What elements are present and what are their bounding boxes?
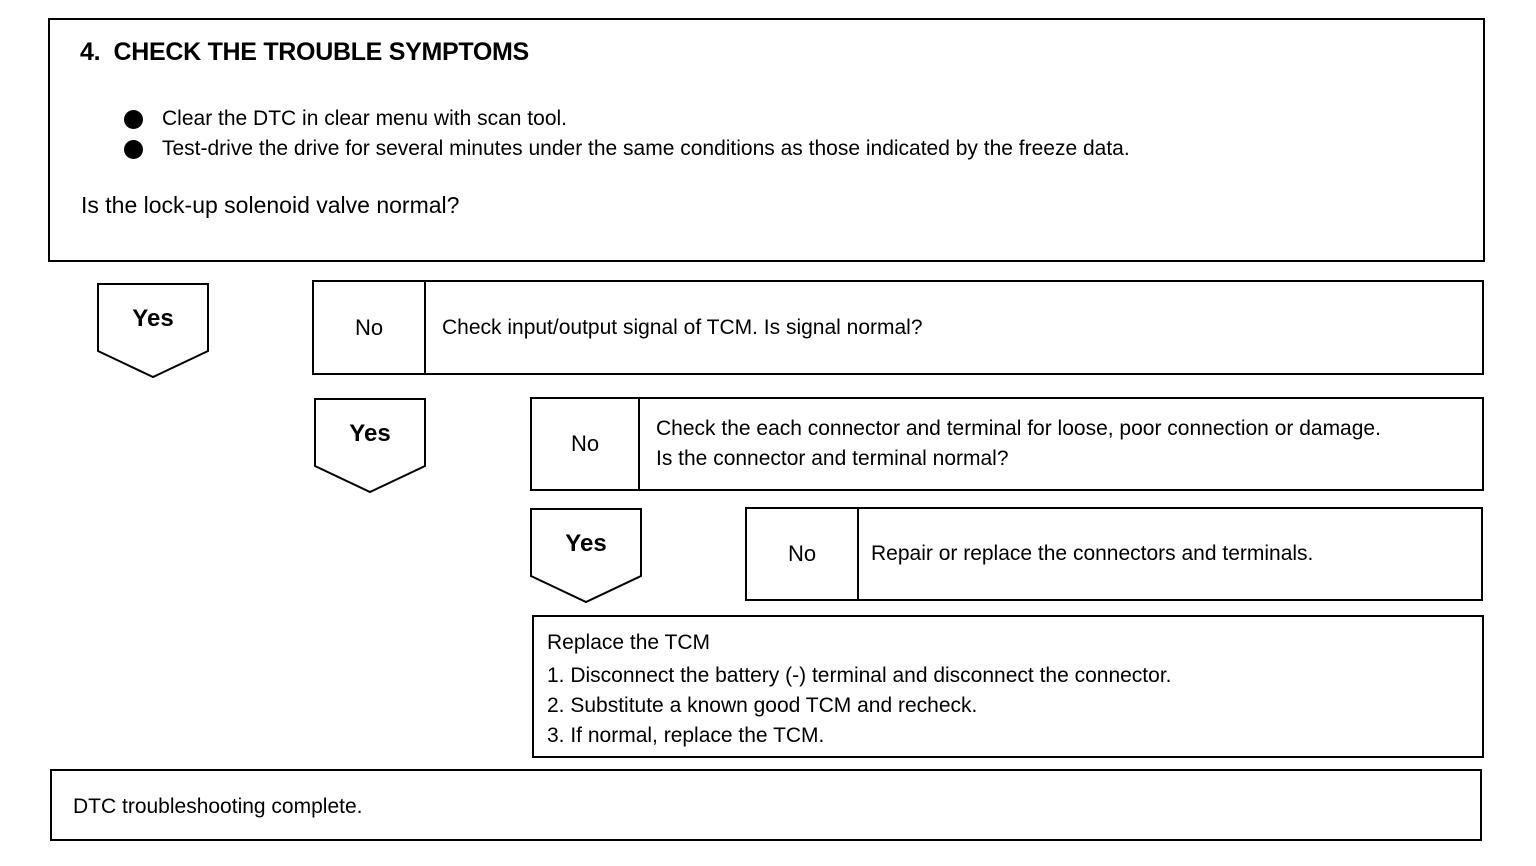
- no-branch-level-2: [530, 397, 1484, 491]
- yes-arrow-level-3: [530, 508, 642, 604]
- step-title: [80, 38, 529, 67]
- yes-label: Yes: [565, 530, 607, 557]
- bullet-text: Test-drive the drive for several minutes under the same conditions as those indicated by the freeze data.: [162, 137, 1130, 160]
- no-label: No: [314, 282, 426, 373]
- step-number: 4.: [80, 38, 101, 66]
- list-item: [124, 104, 1130, 134]
- list-item: 1. Disconnect the battery (-) terminal and disconnect the connector.: [547, 664, 1172, 687]
- step-title-text: CHECK THE TROUBLE SYMPTOMS: [113, 38, 529, 66]
- yes-arrow-level-1: [97, 283, 209, 379]
- bullet-list: [124, 104, 1130, 164]
- no-branch-text: Check the each connector and terminal for loose, poor connection or damage. Is the connector and terminal normal?: [656, 417, 1381, 470]
- list-item: 3. If normal, replace the TCM.: [547, 724, 825, 747]
- complete-text: DTC troubleshooting complete.: [73, 795, 363, 818]
- no-branch-text: Check input/output signal of TCM. Is signal normal?: [442, 315, 923, 339]
- no-branch-level-3: [745, 507, 1483, 601]
- list-item: 2. Substitute a known good TCM and recheck.: [547, 694, 978, 717]
- question-text: Is the lock-up solenoid valve normal?: [81, 192, 460, 218]
- bullet-icon: [124, 140, 143, 159]
- yes-label: Yes: [349, 420, 391, 447]
- step-4-box: [48, 18, 1485, 262]
- bullet-icon: [124, 110, 143, 129]
- yes-arrow-level-2: [314, 398, 426, 494]
- replace-tcm-title: Replace the TCM: [547, 631, 711, 654]
- yes-label: Yes: [132, 305, 174, 332]
- no-label: No: [747, 509, 859, 599]
- bullet-text: Clear the DTC in clear menu with scan tool.: [162, 107, 567, 130]
- no-branch-text: Repair or replace the connectors and terminals.: [871, 542, 1314, 565]
- list-item: [124, 134, 1130, 164]
- replace-tcm-box: [532, 615, 1484, 758]
- replace-steps-list: [547, 661, 1172, 751]
- no-branch-level-1: [312, 280, 1484, 375]
- complete-box: [50, 769, 1482, 841]
- no-label: No: [532, 399, 640, 489]
